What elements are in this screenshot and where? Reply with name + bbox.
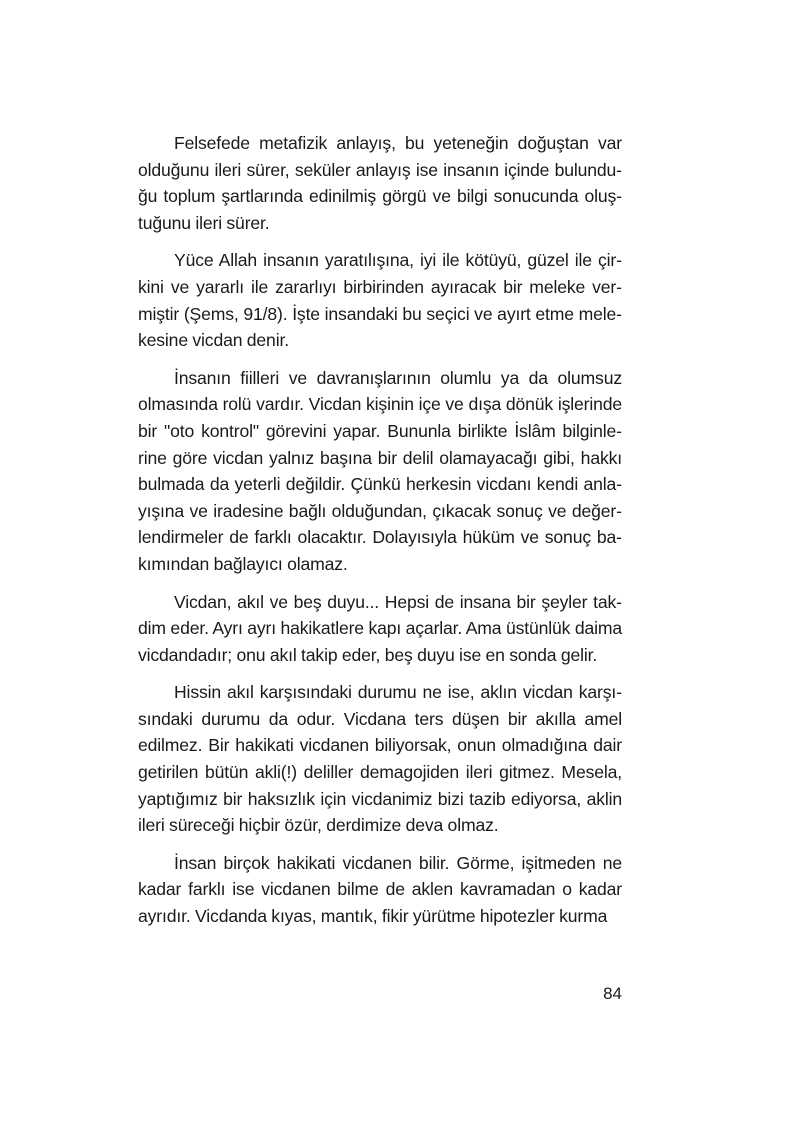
paragraph-3: İnsanın fiilleri ve davranışlarının olumlu ya da olumsuz olmasında rolü vardır. Vicdan kişinin içe ve dışa dönük işlerinde bir "oto kontrol" görevini yapar. Bununla birlikte İslâm bilginlerine göre vicdan yalnız başına bir delil olamayacağı gibi, hakkı bulmada da yeterli değildir. Çünkü herkesin vicdanı kendi anlayışına ve iradesine bağlı olduğundan, çıkacak sonuç ve değerlendirmeler de farklı olacaktır. Dolayısıyla hüküm ve sonuç bakımından bağlayıcı olamaz. <box>138 367 622 574</box>
paragraph-6: İnsan birçok hakikati vicdanen bilir. Görme, işitmeden ne kadar farklı ise vicdanen bilme de aklen kavramadan o kadar ayrıdır. Vicdanda kıyas, mantık, fikir yürütme hipotezler kurma <box>138 852 622 927</box>
paragraph-2: Yüce Allah insanın yaratılışına, iyi ile kötüyü, güzel ile çirkini ve yararlı ile zararlıyı birbirinden ayıracak bir meleke vermiştir (Şems, 91/8). İşte insandaki bu seçici ve ayırt etme melekesine vicdan denir. <box>138 250 622 351</box>
body-text <box>138 130 622 941</box>
paragraph-4: Vicdan, akıl ve beş duyu... Hepsi de insana bir şeyler takdim eder. Ayrı ayrı hakikatlere kapı açarlar. Ama üstünlük daima vicdandadır; onu akıl takip eder, beş duyu ise en sonda gelir. <box>138 591 622 665</box>
paragraph-1: Felsefede metafizik anlayış, bu yeteneğin doğuştan var olduğunu ileri sürer, seküler anlayış ise insanın içinde bulunduğu toplum şartlarında edinilmiş görgü ve bilgi sonucunda oluştuğunu ileri sürer. <box>138 133 622 233</box>
page-number: 84 <box>603 984 622 1003</box>
paragraph-5: Hissin akıl karşısındaki durumu ne ise, aklın vicdan karşısındaki durumu da odur. Vicdana ters düşen bir akılla amel edilmez. Bir hakikati vicdanen biliyorsak, onun olmadığına dair getirilen bütün akli(!) deliller demagojiden ileri gitmez. Mesela, yaptığımız bir haksızlık için vicdanimiz bizi tazib ediyorsa, aklin ileri süreceği hiçbir özür, derdimize deva olmaz. <box>138 682 622 836</box>
